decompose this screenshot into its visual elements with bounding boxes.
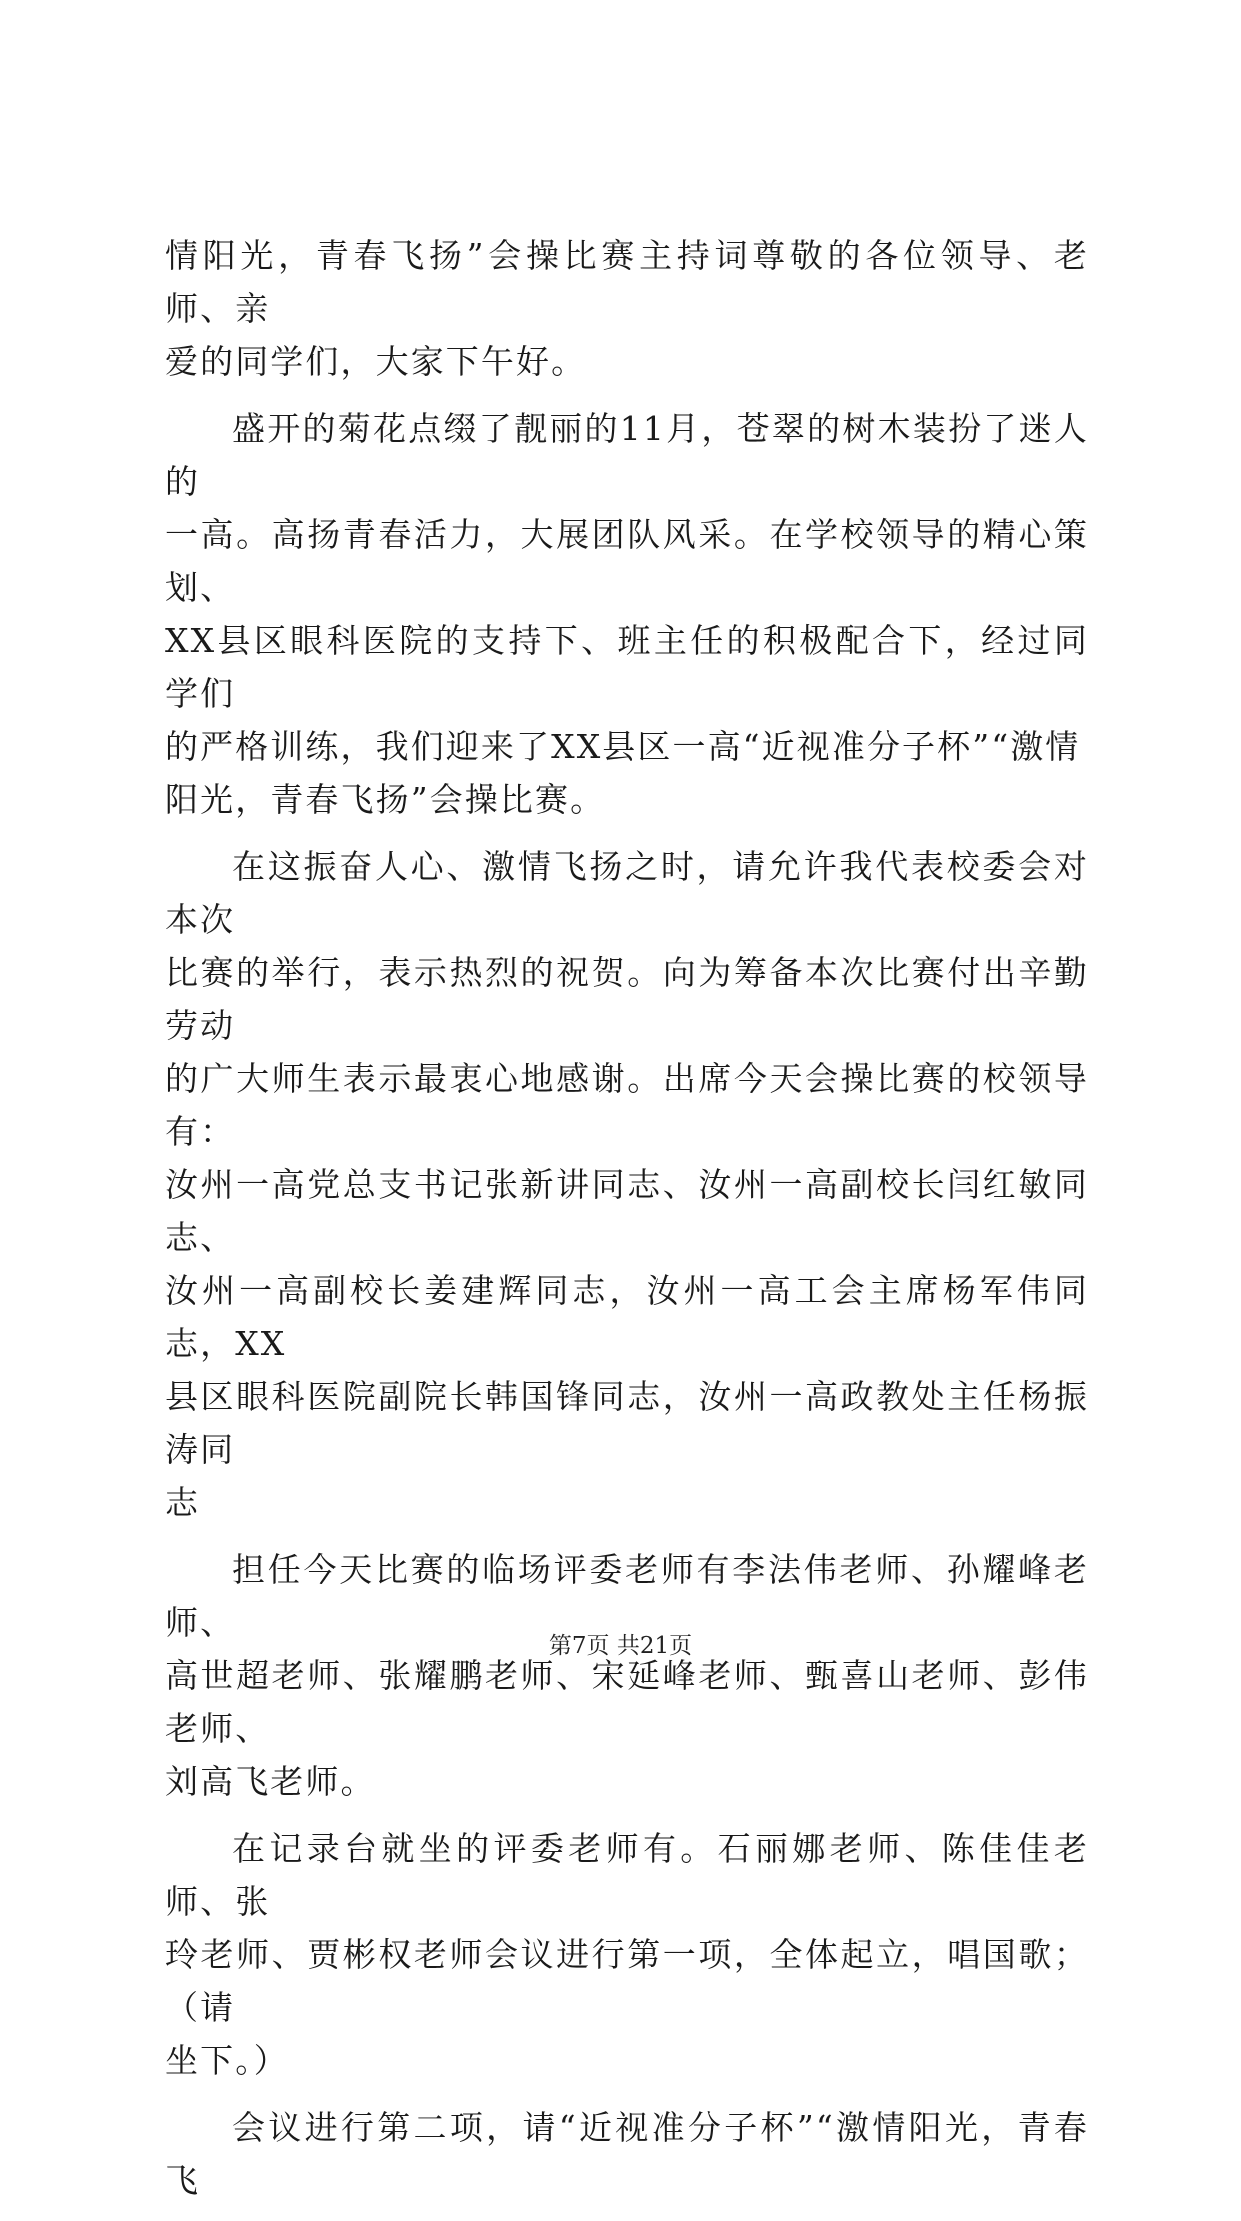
paragraph-3: 在这振奋人心、激情飞扬之时，请允许我代表校委会对本次 比赛的举行，表示热烈的祝贺。向为筹备本次比赛付出辛勤劳动 的广大师生表示最衷心地感谢。出席今天会操比赛的校领导有： 汝州一高党总支书记张新讲同志、汝州一高副校长闫红敏同志、 汝州一高副校长姜建辉同志，汝州一高工会主席杨军伟同志，XX 县区眼科医院副院长韩国锋同志，汝州一高政教处主任杨振涛同 志 <box>165 847 1089 1522</box>
page-number-footer: 第7页 共21页 <box>548 1633 693 1659</box>
document-body <box>165 229 1089 2221</box>
paragraph-1: 情阳光，青春飞扬”会操比赛主持词尊敬的各位领导、老师、亲 爱的同学们，大家下午好。 <box>165 236 1089 381</box>
paragraph-6: 会议进行第二项，请“近视准分子杯”“激情阳光，青春飞 <box>165 2108 1089 2200</box>
paragraph-2: 盛开的菊花点缀了靓丽的11月，苍翠的树木装扮了迷人的 一高。高扬青春活力，大展团队风采。在学校领导的精心策划、 XX县区眼科医院的支持下、班主任的积极配合下，经过同学们 的严格训练，我们迎来了XX县区一高“近视准分子杯”“激情 阳光，青春飞扬”会操比赛。 <box>165 409 1089 819</box>
paragraph-4: 担任今天比赛的临场评委老师有李法伟老师、孙耀峰老师、 高世超老师、张耀鹏老师、宋延峰老师、甄喜山老师、彭伟老师、 刘高飞老师。 <box>165 1550 1089 1801</box>
paragraph-5: 在记录台就坐的评委老师有。石丽娜老师、陈佳佳老师、张 玲老师、贾彬权老师会议进行第一项，全体起立，唱国歌；（请 坐下。） <box>165 1829 1089 2080</box>
